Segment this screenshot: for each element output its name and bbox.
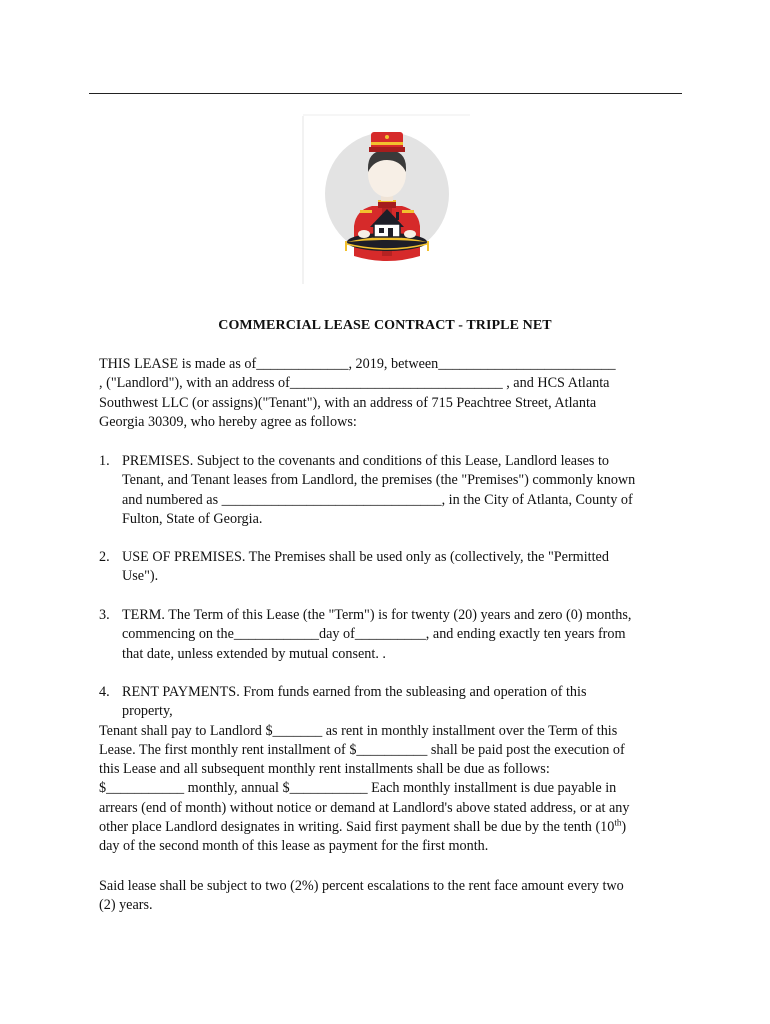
section-body-line: Tenant shall pay to Landlord $_______ as rent in monthly installment over the Term of this [99,722,618,739]
closing-line: (2) years. [99,897,153,914]
section-body-line: day of the second month of this lease as payment for the first month. [99,838,489,855]
section-body-line: arrears (end of month) without notice or demand at Landlord's above stated address, or at any [99,799,630,816]
section-line: that date, unless extended by mutual consent. . [122,645,386,662]
section-line: PREMISES. Subject to the covenants and conditions of this Lease, Landlord leases to [122,453,610,469]
section-number: 2. [99,549,110,565]
section-body-line-with-superscript [99,818,679,837]
section-line: and numbered as _______________________________, in the City of Atlanta, County of [122,491,633,508]
intro-line: Georgia 30309, who hereby agree as follows: [99,413,357,430]
header-rule [89,93,682,94]
section-number: 4. [99,684,110,700]
intro-line: Southwest LLC (or assigns)("Tenant"), with an address of 715 Peachtree Street, Atlanta [99,394,597,411]
section-number: 1. [99,453,110,469]
section-line: property, [122,703,173,720]
section-line: commencing on the____________day of__________, and ending exactly ten years from [122,626,626,643]
document-title: COMMERCIAL LEASE CONTRACT - TRIPLE NET [218,318,552,333]
closing-paren: ) [621,819,627,836]
section-premises [99,452,679,529]
section-body-line: Lease. The first monthly rent installment of $__________ shall be paid post the execution of [99,741,625,758]
intro-line: THIS LEASE is made as of_____________, 2019, between_________________________ [99,356,616,372]
bellhop-logo-icon [302,114,472,286]
section-body-line: $___________ monthly, annual $___________ Each monthly installment is due payable in [99,780,617,797]
section-body-line: this Lease and all subsequent monthly rent installments shall be due as follows: [99,761,550,778]
section-line: TERM. The Term of this Lease (the "Term") is for twenty (20) years and zero (0) months, [122,607,632,623]
section-term [99,606,679,664]
closing-paragraph [99,877,679,916]
section-line: Fulton, State of Georgia. [122,510,263,527]
section-number: 3. [99,607,110,623]
section-rent-payments [99,683,679,857]
section-line: Use"). [122,568,159,585]
intro-line: , ("Landlord"), with an address of______________________________ , and HCS Atlanta [99,375,610,392]
section-use-of-premises [99,548,679,587]
intro-paragraph [99,355,679,432]
section-line: Tenant, and Tenant leases from Landlord, the premises (the "Premises") commonly known [122,472,636,489]
section-line: USE OF PREMISES. The Premises shall be used only as (collectively, the "Permitted [122,549,609,565]
section-body-text: other place Landlord designates in writing. Said first payment shall be due by the tenth (10 [99,819,615,836]
section-line: RENT PAYMENTS. From funds earned from the subleasing and operation of this [122,684,587,700]
closing-line: Said lease shall be subject to two (2%) percent escalations to the rent face amount every two [99,878,624,894]
ordinal-superscript: th [614,817,622,828]
